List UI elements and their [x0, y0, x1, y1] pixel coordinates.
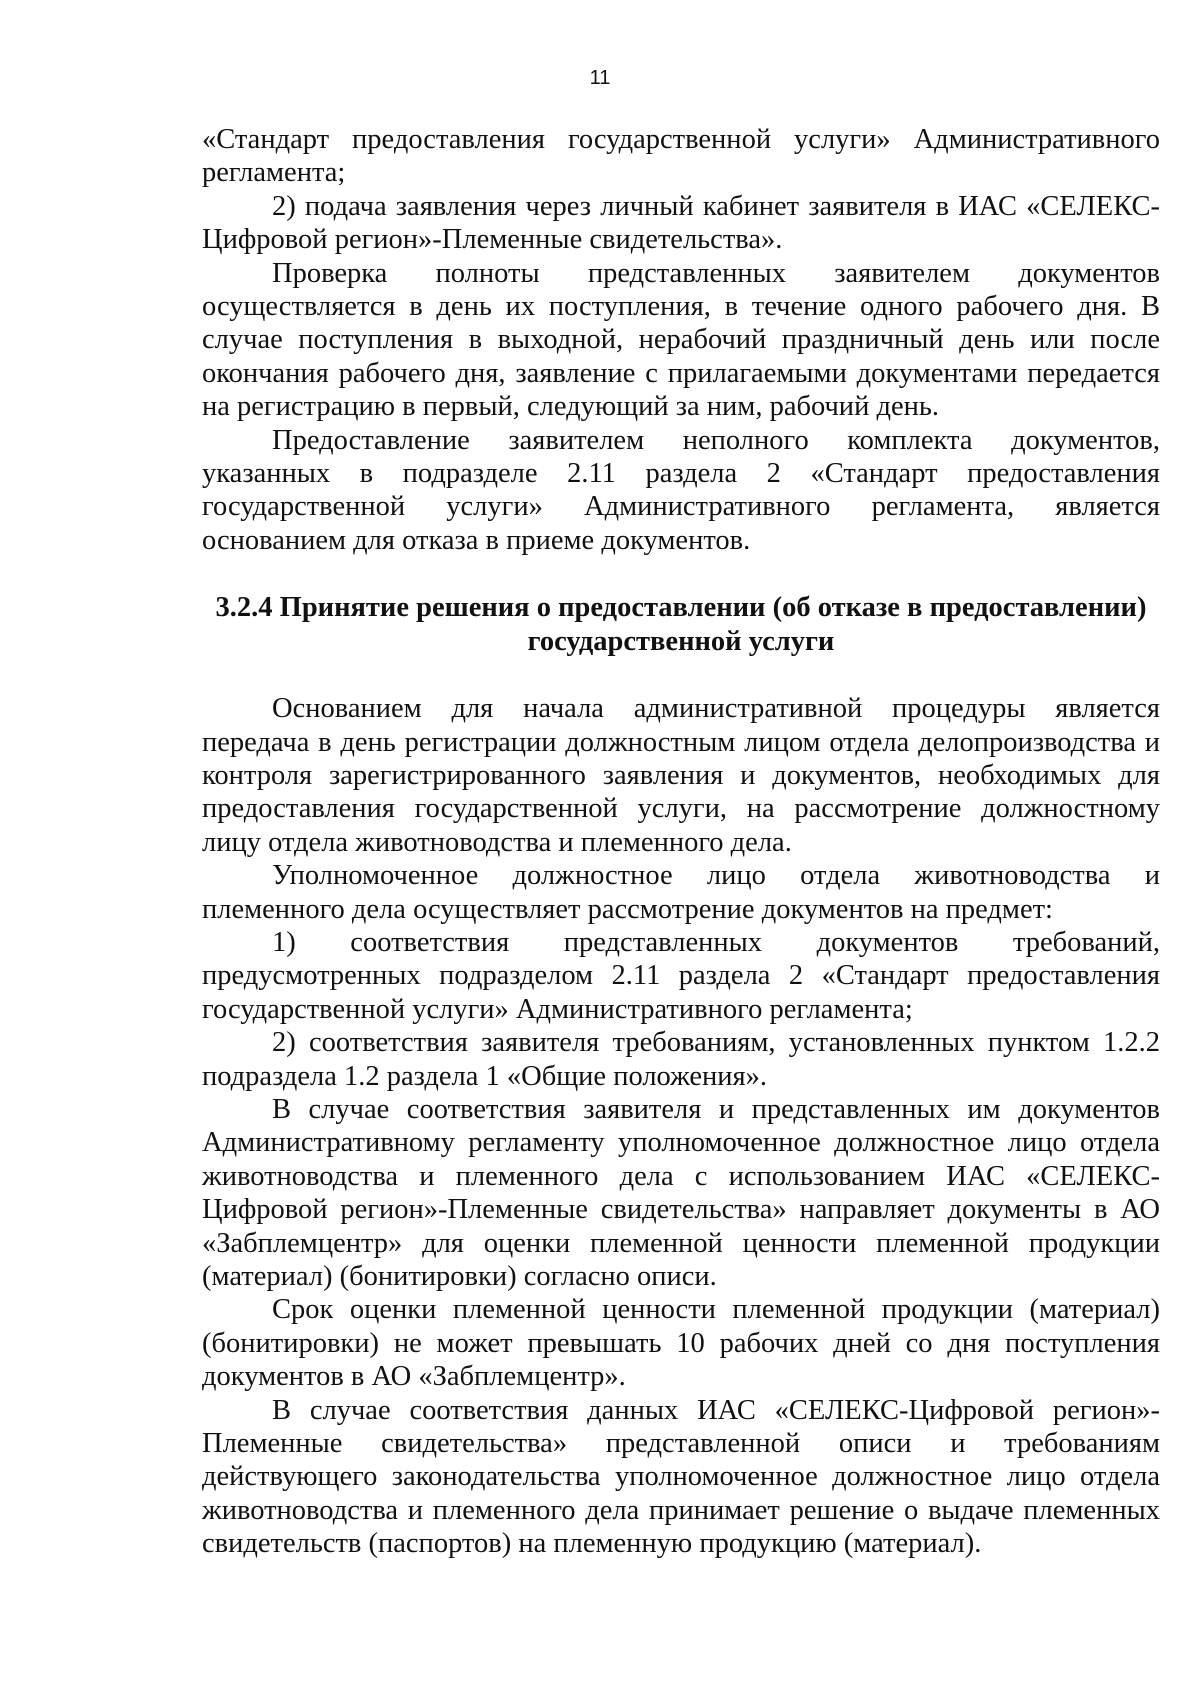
paragraph: Уполномоченное должностное лицо отдела животноводства и племенного дела осуществляет рассмотрение документов на предмет:	[202, 860, 1160, 925]
paragraph: Предоставление заявителем неполного комплекта документов, указанных в подразделе 2.11 раздела 2 «Стандарт предоставления государственной услуги» Административного регламента, является основанием для отказа в приеме документов.	[202, 424, 1160, 556]
paragraph: Срок оценки племенной ценности племенной продукции (материал) (бонитировки) не может превышать 10 рабочих дней со дня поступления документов в АО «Забплемцентр».	[202, 1294, 1160, 1393]
section-heading-line: государственной услуги	[527, 625, 835, 657]
document-body	[202, 123, 1160, 1561]
paragraph: Основанием для начала административной процедуры является передача в день регистрации должностным лицом отдела делопроизводства и контроля зарегистрированного заявления и документов, необходимых для предоставления государственной услуги, на рассмотрение должностному лицу отдела животноводства и племенного дела.	[202, 693, 1160, 858]
paragraph: 1) соответствия представленных документов требований, предусмотренных подразделом 2.11 раздела 2 «Стандарт предоставления государственной услуги» Административного регламента;	[202, 926, 1160, 1025]
section-heading-line: 3.2.4 Принятие решения о предоставлении (об отказе в предоставлении)	[215, 592, 1147, 624]
paragraph: 2) соответствия заявителя требованиям, установленных пунктом 1.2.2 подраздела 1.2 раздела 1 «Общие положения».	[202, 1027, 1160, 1092]
paragraph: Проверка полноты представленных заявителем документов осуществляется в день их поступления, в течение одного рабочего дня. В случае поступления в выходной, нерабочий праздничный день или после окончания рабочего дня, заявление с прилагаемыми документами передается на регистрацию в первый, следующий за ним, рабочий день.	[202, 257, 1160, 423]
paragraph: «Стандарт предоставления государственной услуги» Административного регламента;	[202, 124, 1160, 189]
paragraph: В случае соответствия данных ИАС «СЕЛЕКС-Цифровой регион»-Племенные свидетельства» представленной описи и требованиям действующего законодательства уполномоченное должностное лицо отдела животноводства и племенного дела принимает решение о выдаче племенных свидетельств (паспортов) на племенную продукцию (материал).	[202, 1394, 1160, 1560]
paragraph: 2) подача заявления через личный кабинет заявителя в ИАС «СЕЛЕКС-Цифровой регион»-Племенные свидетельства».	[202, 190, 1160, 256]
page-number: 11	[589, 67, 611, 89]
section-heading	[202, 591, 1160, 658]
paragraph: В случае соответствия заявителя и представленных им документов Административному регламенту уполномоченное должностное лицо отдела животноводства и племенного дела с использованием ИАС «СЕЛЕКС-Цифровой регион»-Племенные свидетельства» направляет документы в АО «Забплемцентр» для оценки племенной ценности племенной продукции (материал) (бонитировки) согласно описи.	[202, 1093, 1160, 1292]
